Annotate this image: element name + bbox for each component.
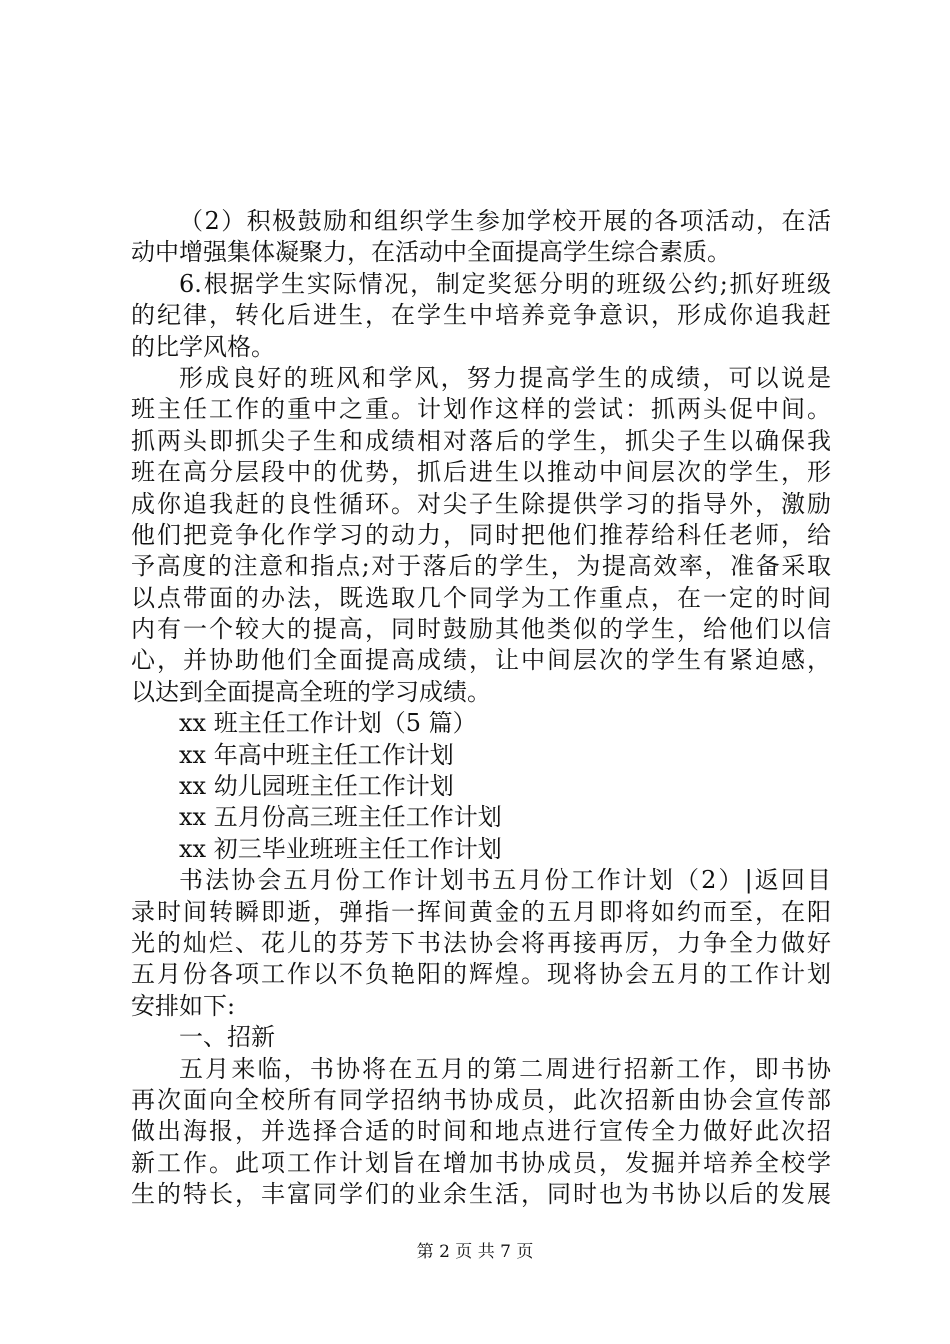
text-line: 五月来临，书协将在五月的第二周进行招新工作，即书协 — [179, 1054, 831, 1083]
text-line: 心，并协助他们全面提高成绩，让中间层次的学生有紧迫感， — [131, 646, 831, 675]
text-line: 五月份各项工作以不负艳阳的辉煌。现将协会五月的工作计划 — [131, 960, 831, 989]
text-line: 光的灿烂、花儿的芬芳下书法协会将再接再厉，力争全力做好 — [131, 928, 831, 957]
text-line: 做出海报，并选择合适的时间和地点进行宣传全力做好此次招 — [131, 1117, 831, 1146]
text-line: 内有一个较大的提高，同时鼓励其他类似的学生，给他们以信 — [131, 615, 831, 644]
text-line: 予高度的注意和指点;对于落后的学生，为提高效率，准备采取 — [131, 552, 831, 581]
document-body — [131, 206, 831, 1211]
text-line: xx 幼儿园班主任工作计划 — [179, 772, 454, 801]
text-line: 新工作。此项工作计划旨在增加书协成员，发掘并培养全校学 — [131, 1148, 831, 1177]
text-line: 再次面向全校所有同学招纳书协成员，此次招新由协会宣传部 — [131, 1085, 831, 1114]
text-line: 班主任工作的重中之重。计划作这样的尝试：抓两头促中间。 — [131, 395, 831, 424]
text-line: 抓两头即抓尖子生和成绩相对落后的学生，抓尖子生以确保我 — [131, 426, 831, 455]
text-line: 的比学风格。 — [131, 332, 275, 361]
text-line: （2）积极鼓励和组织学生参加学校开展的各项活动，在活 — [179, 207, 831, 235]
text-line: 录时间转瞬即逝，弹指一挥间黄金的五月即将如约而至，在阳 — [131, 897, 831, 926]
text-line: xx 班主任工作计划（5 篇） — [179, 709, 477, 738]
text-line: 他们把竞争化作学习的动力，同时把他们推荐给科任老师，给 — [131, 520, 831, 549]
text-line: xx 五月份高三班主任工作计划 — [179, 803, 502, 832]
text-line: 安排如下: — [131, 991, 236, 1020]
text-line: 成你追我赶的良性循环。对尖子生除提供学习的指导外，激励 — [131, 489, 831, 518]
text-line: 的纪律，转化后进生，在学生中培养竞争意识，形成你追我赶 — [131, 301, 831, 330]
text-line: 以达到全面提高全班的学习成绩。 — [131, 677, 491, 706]
text-line: 6.根据学生实际情况，制定奖惩分明的班级公约;抓好班级 — [179, 269, 831, 298]
text-line: 班在高分层段中的优势，抓后进生以推动中间层次的学生，形 — [131, 458, 831, 487]
text-line: 形成良好的班风和学风，努力提高学生的成绩，可以说是 — [179, 363, 831, 392]
text-line: xx 年高中班主任工作计划 — [179, 740, 454, 769]
page-footer: 第 2 页 共 7 页 — [416, 1242, 534, 1262]
text-line: 动中增强集体凝聚力，在活动中全面提高学生综合素质。 — [131, 238, 731, 267]
text-line: 生的特长，丰富同学们的业余生活，同时也为书协以后的发展 — [131, 1180, 831, 1209]
text-line: 一、招新 — [179, 1023, 275, 1052]
text-line: 以点带面的办法，既选取几个同学为工作重点，在一定的时间 — [131, 583, 831, 612]
text-line: xx 初三毕业班班主任工作计划 — [179, 834, 502, 863]
text-line: 书法协会五月份工作计划书五月份工作计划（2）|返回目 — [179, 866, 831, 895]
